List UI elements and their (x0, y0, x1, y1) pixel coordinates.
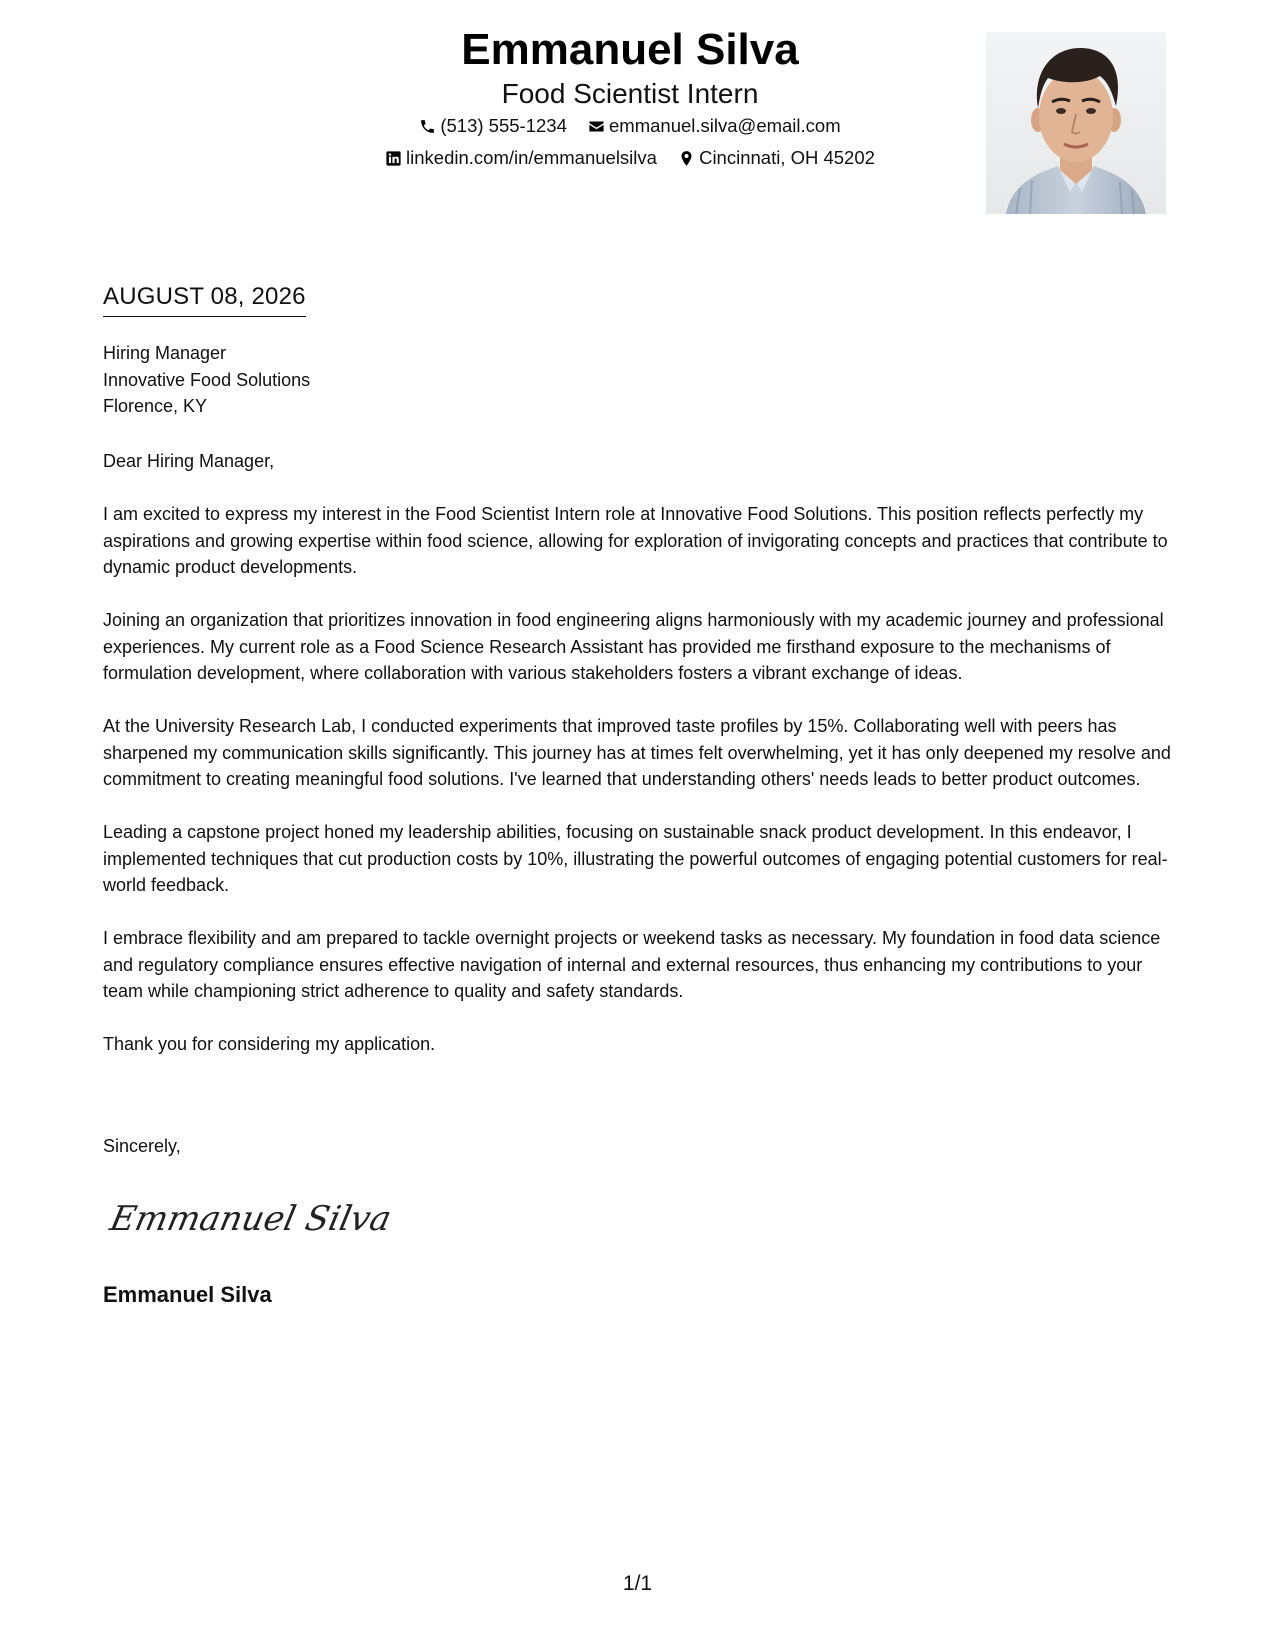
linkedin-text: linkedin.com/in/emmanuelsilva (406, 147, 657, 169)
location-text: Cincinnati, OH 45202 (699, 147, 875, 169)
envelope-icon (588, 118, 605, 135)
recipient-block (103, 340, 310, 420)
map-pin-icon (678, 150, 695, 167)
contact-phone (419, 113, 567, 139)
signer-name: Emmanuel Silva (103, 1282, 272, 1307)
body-paragraph: At the University Research Lab, I conducted experiments that improved taste profiles by 15%. Collaborating well with peers has sharpened my communication skills significantly. This journey has at times felt overwhelming, yet it has only deepened my resolve and commitment to creating meaningful food solutions. I've learned that understanding others' needs leads to better product outcomes. (103, 716, 1171, 789)
letter-date: AUGUST 08, 2026 (103, 280, 306, 317)
handwritten-signature (105, 1190, 395, 1246)
recipient-company: Innovative Food Solutions (103, 369, 311, 390)
page-number: 1/1 (622, 1572, 653, 1595)
body-paragraph: Joining an organization that prioritizes innovation in food engineering aligns harmoniously with my academic journey and professional experiences. My current role as a Food Science Research Assistant has provided me firsthand exposure to the mechanisms of formulation development, where collaboration with various stakeholders fosters a vibrant exchange of ideas. (103, 610, 1164, 683)
letter-body (103, 448, 1178, 1084)
applicant-role: Food Scientist Intern (501, 78, 759, 109)
applicant-name: Emmanuel Silva (461, 25, 799, 74)
email-text: emmanuel.silva@email.com (609, 115, 841, 137)
phone-icon (419, 118, 436, 135)
phone-text: (513) 555-1234 (440, 115, 567, 137)
linkedin-icon (385, 150, 402, 167)
contact-email[interactable] (588, 113, 841, 139)
body-paragraph: I am excited to express my interest in the Food Scientist Intern role at Innovative Food Solutions. This position reflects perfectly my aspirations and growing expertise within food science, allowing for exploration of invigorating concepts and practices that contribute to dynamic product developments. (103, 504, 1168, 577)
recipient-location: Florence, KY (103, 396, 208, 416)
body-paragraph: I embrace flexibility and am prepared to tackle overnight projects or weekend tasks as necessary. My foundation in food data science and regulatory compliance ensures effective navigation of internal and external resources, thus enhancing my contributions to your team while championing strict adherence to quality and safety standards. (103, 928, 1161, 1001)
profile-photo (986, 32, 1166, 214)
recipient-title: Hiring Manager (103, 343, 227, 363)
portrait-image (986, 32, 1166, 214)
salutation: Dear Hiring Manager, (103, 451, 275, 471)
signature-text: Emmanuel Silva (106, 1199, 395, 1239)
thanks-line: Thank you for considering my application. (103, 1034, 436, 1054)
body-paragraph: Leading a capstone project honed my leadership abilities, focusing on sustainable snack product development. In this endeavor, I implemented techniques that cut production costs by 10%, illustrating the powerful outcomes of engaging potential customers for real-world feedback. (103, 822, 1168, 895)
contact-linkedin[interactable] (385, 145, 657, 171)
contact-location (678, 145, 875, 171)
closing: Sincerely, (103, 1136, 181, 1156)
